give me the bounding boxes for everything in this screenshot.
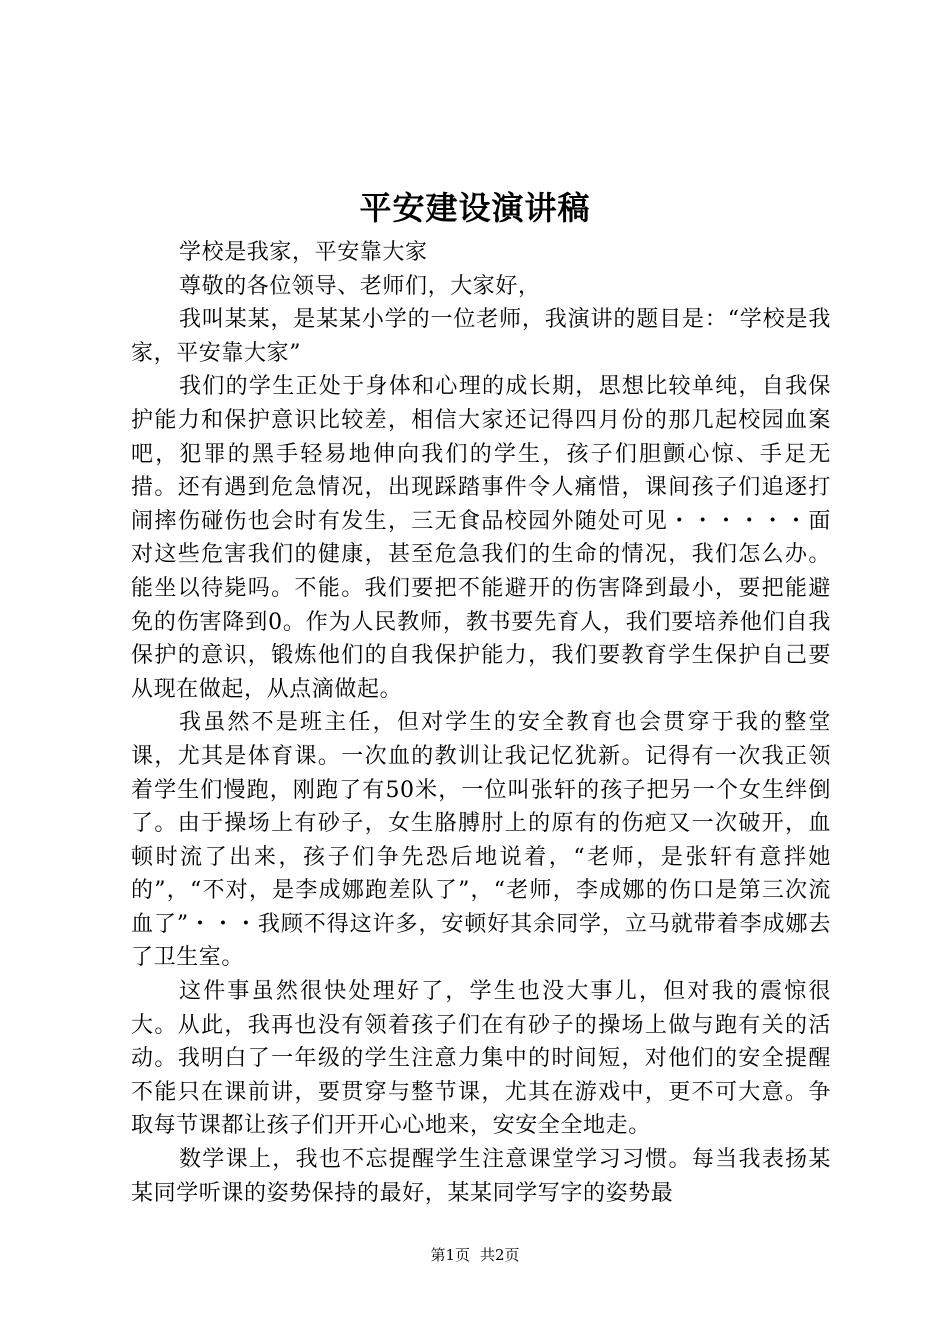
- paragraph-body-4: 数学课上，我也不忘提醒学生注意课堂学习习惯。每当我表扬某某同学听课的姿势保持的最好，某某同学写字的姿势最: [131, 1147, 831, 1206]
- document-body: [131, 236, 831, 1210]
- page-number: 第1页: [430, 1246, 470, 1264]
- page-total: 共2页: [480, 1246, 520, 1264]
- paragraph-greeting: 尊敬的各位领导、老师们，大家好，: [179, 273, 541, 299]
- paragraph-subtitle: 学校是我家，平安靠大家: [179, 240, 428, 265]
- page-footer: [0, 1245, 950, 1265]
- paragraph-body-1: 我们的学生正处于身体和心理的成长期，思想比较单纯，自我保护能力和保护意识比较差，相信大家还记得四月份的那几起校园血案吧，犯罪的黑手轻易地伸向我们的学生，孩子们胆颤心惊、手足无措。还有遇到危急情况，出现踩踏事件令人痛惜，课间孩子们追逐打闹摔伤碰伤也会时有发生，三无食品校园外随处可见・・・・・・面对这些危害我们的健康，甚至危急我们的生命的情况，我们怎么办。能坐以待毙吗。不能。我们要把不能避开的伤害降到最小，要把能避免的伤害降到0。作为人民教师，教书要先育人，我们要培养他们自我保护的意识，锻炼他们的自我保护能力，我们要教育学生保护自己要从现在做起，从点滴做起。: [131, 374, 831, 702]
- paragraph-body-2: 我虽然不是班主任，但对学生的安全教育也会贯穿于我的整堂课，尤其是体育课。一次血的教训让我记忆犹新。记得有一次我正领着学生们慢跑，刚跑了有50米，一位叫张轩的孩子把另一个女生绊倒了。由于操场上有砂子，女生胳膊肘上的原有的伤疤又一次破开，血顿时流了出来，孩子们争先恐后地说着，“老师，是张轩有意拌她的”，“不对，是李成娜跑差队了”，“老师，李成娜的伤口是第三次流血了”・・・我顾不得这许多，安顿好其余同学，立马就带着李成娜去了卫生室。: [131, 710, 831, 971]
- paragraph-intro: 我叫某某，是某某小学的一位老师，我演讲的题目是：“学校是我家，平安靠大家”: [131, 307, 831, 366]
- document-title: 平安建设演讲稿: [359, 189, 591, 227]
- paragraph-body-3: 这件事虽然很快处理好了，学生也没大事儿，但对我的震惊很大。从此，我再也没有领着孩子们在有砂子的操场上做与跑有关的活动。我明白了一年级的学生注意力集中的时间短，对他们的安全提醒不能只在课前讲，要贯穿与整节课，尤其在游戏中，更不可大意。争取每节课都让孩子们开开心心地来，安安全全地走。: [131, 979, 831, 1139]
